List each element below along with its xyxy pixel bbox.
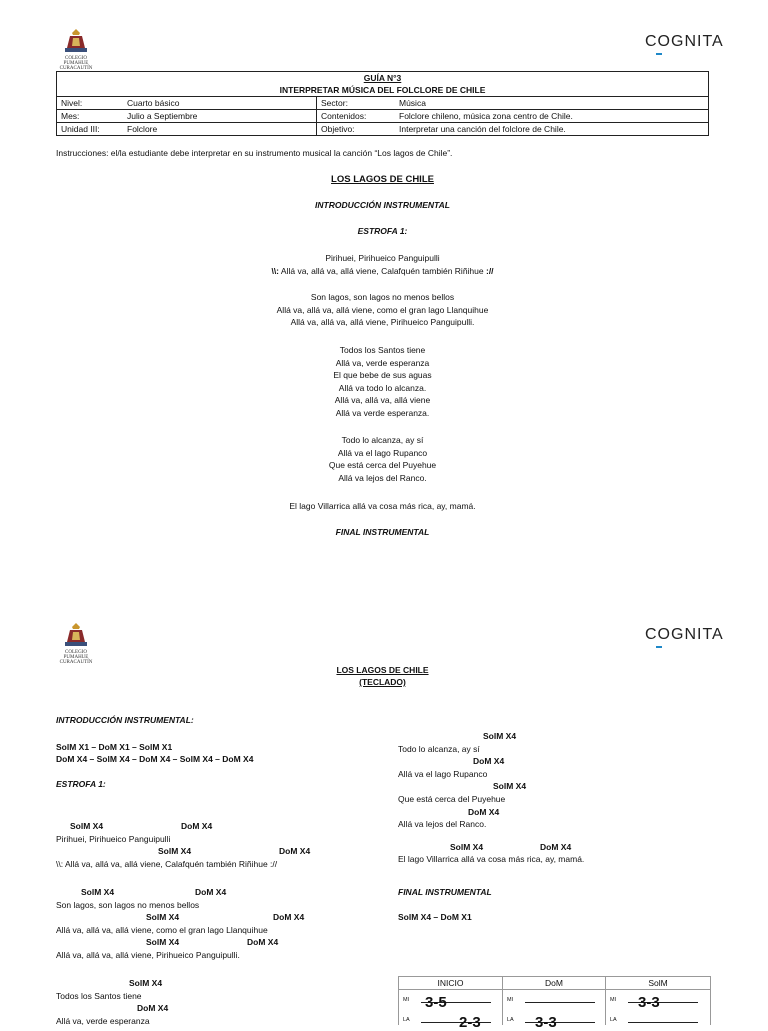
tab-header: SolM xyxy=(606,977,710,990)
verse-chords-3 xyxy=(56,977,396,1027)
school-crest xyxy=(56,28,96,71)
keyboard-right-column xyxy=(398,730,709,923)
school-name: COLEGIO PUMAHUE xyxy=(63,56,89,66)
lyric-line-repeat xyxy=(56,265,709,278)
info-label: Objetivo: xyxy=(317,123,396,136)
string-label: LA xyxy=(403,1017,410,1023)
lyric-line: Allá va, allá va, allá viene, como el gran lago Llanquihue xyxy=(56,924,268,935)
verse-heading: ESTROFA 1: xyxy=(56,778,106,789)
tab-notes: 3-3 xyxy=(535,1014,557,1031)
tablature-table xyxy=(398,976,711,1031)
info-value: Folclore xyxy=(123,123,317,136)
info-label: Contenidos: xyxy=(317,110,396,123)
chord: SolM X4 xyxy=(81,887,115,897)
repeat-open: \\: xyxy=(271,265,280,276)
info-value: Interpretar una canción del folclore de Chile. xyxy=(395,123,709,136)
verse-heading: ESTROFA 1: xyxy=(357,226,408,236)
lyric-line: Todos los Santos tiene xyxy=(339,345,426,355)
lyric-line: El lago Villarrica allá va cosa más rica, ay, mamá. xyxy=(289,501,476,511)
chord: DoM X4 xyxy=(195,887,227,897)
chord: DoM X4 xyxy=(137,1003,169,1014)
brand-logo xyxy=(645,33,724,51)
school-name: COLEGIO PUMAHUE xyxy=(63,650,89,660)
tab-notes: 2-3 xyxy=(459,1014,481,1031)
school-sub: CURACAUTÍN xyxy=(59,66,93,71)
lyrics-block-3 xyxy=(56,344,709,420)
lyric-line: Allá va verde esperanza. xyxy=(335,407,430,418)
info-value: Cuarto básico xyxy=(123,97,317,110)
page2-title-block xyxy=(56,664,709,688)
chord: SolM X4 xyxy=(158,846,192,857)
brand-name: COGNITA xyxy=(645,33,724,50)
chord: DoM X4 xyxy=(247,937,279,948)
chord: SolM X4 xyxy=(493,781,527,792)
lyric-line: Que está cerca del Puyehue xyxy=(328,460,437,471)
lyric-line: Allá va, verde esperanza xyxy=(335,357,430,368)
lyric-line: Todo lo alcanza, ay sí xyxy=(341,435,424,445)
lyric-line: Allá va, allá va, allá viene, Pirihueico Panguipulli. xyxy=(290,317,475,328)
lyric-line: Allá va el lago Rupanco xyxy=(398,768,488,779)
chord: SolM X4 xyxy=(129,978,163,988)
info-label: Unidad III: xyxy=(57,123,124,136)
lyric-line: Allá va lejos del Ranco. xyxy=(398,819,487,830)
info-value: Música xyxy=(395,97,709,110)
chord: SolM X4 xyxy=(146,912,180,923)
intro-heading: INTRODUCCIÓN INSTRUMENTAL xyxy=(315,200,450,210)
lyric-line: El lago Villarrica allá va cosa más rica, ay, mamá. xyxy=(398,854,585,865)
page2-subtitle: (TECLADO) xyxy=(359,677,406,687)
lyric-line: Pirihuei, Pirihueico Panguipulli xyxy=(325,253,440,263)
info-table xyxy=(56,71,709,136)
chord: SolM X4 xyxy=(70,821,104,831)
chord: DoM X4 xyxy=(473,756,505,767)
lyric-line: Allá va, allá va, allá viene, como el gran lago Llanquihue xyxy=(276,304,489,315)
lyric-line: Allá va, allá va, allá viene, Pirihueico Panguipulli. xyxy=(56,949,240,960)
final-heading: FINAL INSTRUMENTAL xyxy=(398,886,492,897)
chord: DoM X4 xyxy=(181,821,213,831)
guide-title: INTERPRETAR MÚSICA DEL FOLCLORE DE CHILE xyxy=(279,85,486,95)
brand-accent xyxy=(656,646,662,648)
chord: SolM X4 xyxy=(450,841,484,852)
lyric-line: Todos los Santos tiene xyxy=(56,990,142,1001)
lyric-line: El que bebe de sus aguas xyxy=(333,370,432,381)
chord: DoM X4 xyxy=(279,846,311,857)
lyrics-block-1 xyxy=(56,252,709,277)
school-sub: CURACAUTÍN xyxy=(59,660,93,665)
string-label: LA xyxy=(507,1017,514,1023)
info-value: Folclore chileno, música zona centro de Chile. xyxy=(395,110,709,123)
info-row xyxy=(57,123,709,136)
verse-chords-2 xyxy=(56,886,396,962)
lyric-line: Allá va, allá va, allá viene xyxy=(334,395,431,406)
tab-column-inicio xyxy=(399,977,503,1031)
instructions: Instrucciones: el/la estudiante debe interpretar en su instrumento musical la canción “Los lagos de Chile”. xyxy=(56,148,453,158)
keyboard-left-column xyxy=(56,714,386,790)
tab-notes: 3-3 xyxy=(638,994,660,1011)
lyric-text: Allá va, allá va, allá viene, Calafquén también Riñihue xyxy=(279,265,486,276)
string-line xyxy=(628,1022,698,1023)
brand-name: COGNITA xyxy=(645,626,724,643)
chord-line: DoM X4 – SolM X4 – DoM X4 – SolM X4 – DoM X4 xyxy=(56,754,254,765)
song-title-block xyxy=(56,173,709,187)
intro-heading: INTRODUCCIÓN INSTRUMENTAL: xyxy=(56,715,194,725)
school-crest-icon xyxy=(61,622,91,648)
lyric-line: Todo lo alcanza, ay sí xyxy=(398,743,480,754)
song-title: LOS LAGOS DE CHILE xyxy=(331,174,434,185)
string-label: MI xyxy=(610,997,617,1003)
info-header xyxy=(57,72,709,97)
repeat-close: :// xyxy=(485,265,494,276)
tab-header: DoM xyxy=(503,977,605,990)
chord-line: SolM X1 – DoM X1 – SolM X1 xyxy=(56,741,173,752)
brand-logo xyxy=(645,626,724,644)
lyric-line: Allá va todo lo alcanza. xyxy=(338,382,427,393)
guide-number: GUÍA N°3 xyxy=(363,73,402,83)
lyric-line: Allá va, verde esperanza xyxy=(56,1015,150,1026)
school-crest xyxy=(56,622,96,665)
tab-column-solm xyxy=(606,977,710,1025)
lyric-line: Que está cerca del Puyehue xyxy=(398,793,506,804)
chord: DoM X4 xyxy=(273,912,305,923)
string-label: MI xyxy=(403,997,410,1003)
info-row xyxy=(57,97,709,110)
tab-header: INICIO xyxy=(399,977,502,990)
chord: SolM X4 xyxy=(146,937,180,948)
lyric-line: Allá va lejos del Ranco. xyxy=(338,472,427,483)
chord: DoM X4 xyxy=(468,806,500,817)
page2-title: LOS LAGOS DE CHILE xyxy=(336,665,429,675)
info-value: Julio a Septiembre xyxy=(123,110,317,123)
string-label: LA xyxy=(610,1017,617,1023)
brand-accent xyxy=(656,53,662,55)
chord: DoM X4 xyxy=(540,841,572,852)
tab-notes: 3-5 xyxy=(425,994,447,1011)
lyric-line: Allá va el lago Rupanco xyxy=(337,447,428,458)
verse-chords xyxy=(56,820,396,870)
tab-column-dom xyxy=(503,977,606,1031)
lyric-line: \\: Allá va, allá va, allá viene, Calafquén también Riñihue :// xyxy=(56,858,278,869)
lyrics-block-4 xyxy=(56,434,709,484)
info-label: Mes: xyxy=(57,110,124,123)
final-heading: FINAL INSTRUMENTAL xyxy=(335,527,430,537)
info-label: Sector: xyxy=(317,97,396,110)
lyric-line: Son lagos, son lagos no menos bellos xyxy=(310,292,455,302)
lyrics-block-2 xyxy=(56,291,709,329)
final-chords: SolM X4 – DoM X1 xyxy=(398,911,472,922)
lyric-line: Son lagos, son lagos no menos bellos xyxy=(56,899,200,910)
info-row xyxy=(57,110,709,123)
lyric-line: Pirihuei, Pirihueico Panguipulli xyxy=(56,833,171,844)
info-label: Nivel: xyxy=(57,97,124,110)
chord: SolM X4 xyxy=(483,731,517,741)
string-line xyxy=(525,1002,595,1003)
string-label: MI xyxy=(507,997,514,1003)
school-crest-icon xyxy=(61,28,91,54)
